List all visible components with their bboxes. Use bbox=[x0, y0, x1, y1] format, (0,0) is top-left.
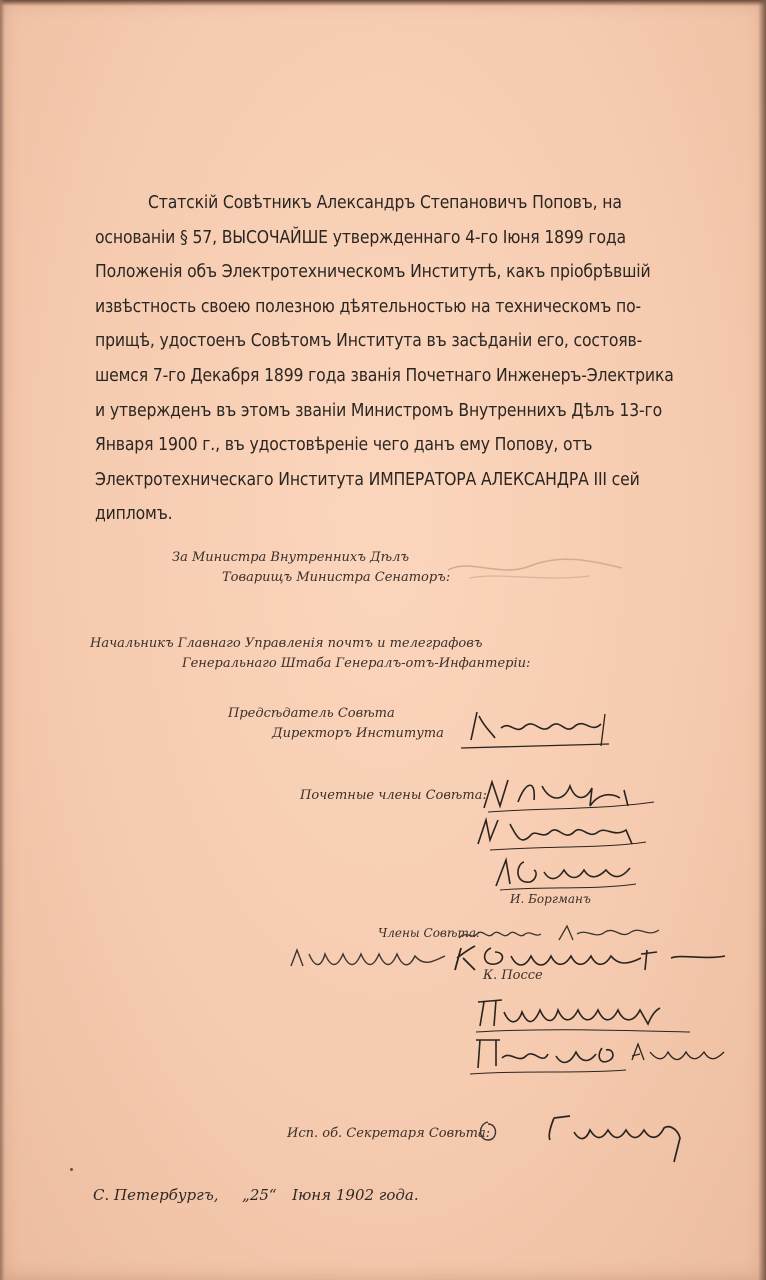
minister-signature-faint bbox=[440, 548, 630, 588]
chief-posts-title-line2: Генеральнаго Штаба Генералъ-отъ-Инфантеріи: bbox=[182, 656, 531, 671]
body-line-7: и утвержденъ въ этомъ званіи Министромъ Внутреннихъ Дѣлъ 13-го bbox=[95, 400, 662, 421]
chairman-title-line1: Предсѣдатель Совѣта bbox=[228, 706, 395, 721]
page-edge-top bbox=[0, 0, 766, 6]
council-signature-3: К. Поссе bbox=[483, 968, 543, 983]
diploma-body-text bbox=[95, 186, 685, 532]
date-day: „25“ bbox=[242, 1186, 277, 1204]
place-date-line bbox=[93, 1186, 419, 1204]
minister-title-line1: За Министра Внутреннихъ Дѣлъ bbox=[172, 550, 410, 565]
council-signature-5 bbox=[466, 1030, 736, 1082]
speck bbox=[70, 1168, 73, 1171]
honorary-signature-2 bbox=[470, 810, 650, 854]
minister-title-line2: Товарищъ Министра Сенаторъ: bbox=[222, 570, 451, 585]
body-line-3: Положенія объ Электротехническомъ Институтѣ, какъ пріобрѣвшій bbox=[95, 262, 651, 283]
body-line-2: основаніи § 57, ВЫСОЧАЙШЕ утвержденнаго 4-го Іюня 1899 года bbox=[95, 227, 626, 248]
body-line-10: дипломъ. bbox=[95, 504, 173, 525]
honorary-members-label: Почетные члены Совѣта: bbox=[300, 788, 487, 803]
chief-posts-title-line1: Начальникъ Главнаго Управленія почтъ и телеграфовъ bbox=[90, 636, 483, 651]
body-line-9: Электротехническаго Института ИМПЕРАТОРА АЛЕКСАНДРА III сей bbox=[95, 469, 640, 490]
secretary-title: Исп. об. Секретаря Совѣта: bbox=[287, 1126, 491, 1141]
honorary-signature-4: И. Боргманъ bbox=[510, 892, 591, 906]
body-line-6: шемся 7-го Декабря 1899 года званія Почетнаго Инженеръ-Электрика bbox=[95, 365, 674, 386]
place-label: С. Петербургъ, bbox=[93, 1186, 219, 1204]
body-line-5: прищѣ, удостоенъ Совѣтомъ Института въ засѣданіи его, состояв- bbox=[95, 331, 643, 352]
chairman-signature bbox=[455, 702, 615, 758]
page-edge-left bbox=[0, 0, 5, 1280]
council-members-label: Члены Совѣта: bbox=[378, 926, 481, 940]
body-line-4: извѣстность своею полезною дѣятельностью на техническомъ по- bbox=[95, 296, 642, 317]
body-line-1: Статскій Совѣтникъ Александръ Степановичъ Поповъ, на bbox=[148, 193, 622, 213]
honorary-signature-3 bbox=[486, 850, 646, 894]
chairman-title-line2: Директоръ Института bbox=[272, 726, 444, 741]
date-month-year: Іюня 1902 года. bbox=[292, 1186, 419, 1204]
body-line-8: Января 1900 г., въ удостовѣреніе чего данъ ему Попову, отъ bbox=[95, 435, 593, 456]
secretary-signature bbox=[474, 1106, 694, 1172]
page-edge-right bbox=[758, 0, 766, 1280]
